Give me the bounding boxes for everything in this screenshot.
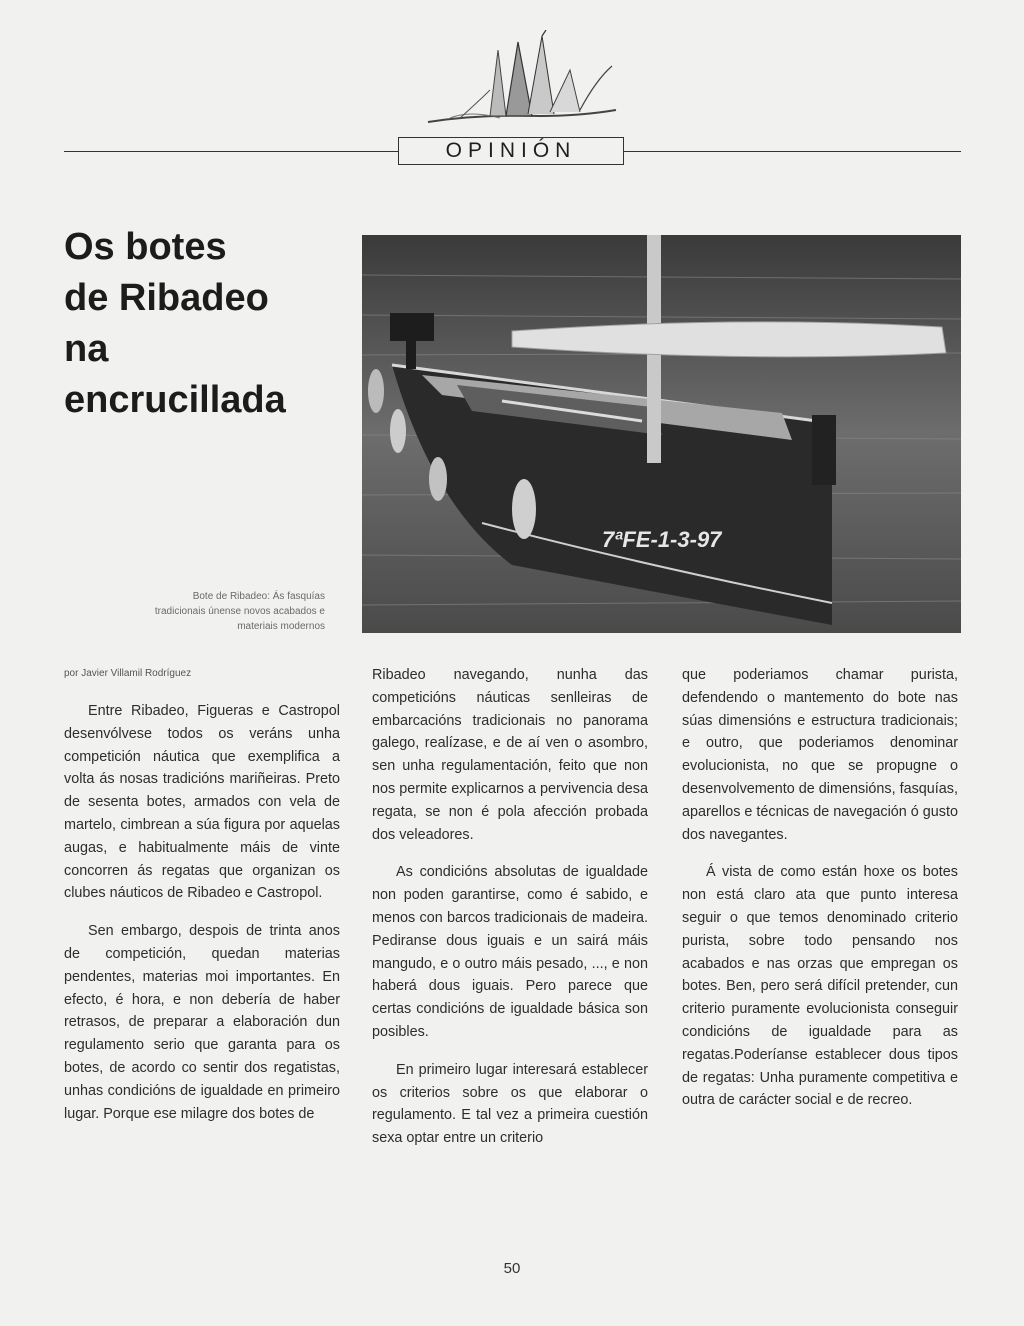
paragraph: En primeiro lugar interesará establecer os criterios sobre os que elaborar o regulamento. E tal vez a primeira cuestión sexa optar entre un criterio — [372, 1061, 648, 1147]
boat-photo — [362, 235, 961, 633]
paragraph: que poderiamos chamar purista, defendendo o mantemento do bote nas súas dimensións e estructura tradicionais; e outro, que poderiamos denominar evolucionista, no que se propugne o desenvolvemento de dimensións, fasquías, aparellos e técnicas de navegación ó gusto dos navegantes. — [682, 667, 959, 843]
title-line: Os botes — [64, 226, 227, 268]
title-line: na — [64, 328, 109, 370]
paragraph: Sen embargo, despois de trinta anos de competición, quedan materias pendentes, materias moi importantes. En efecto, é hora, e non debería de haber retrasos, de preparar a elaboración dun regulamento serio que garanta para os botes, de acordo co sentir dos regatistas, unhas condicións de igualdade en primeiro lugar. Porque ese milagre dos botes de — [64, 923, 340, 1122]
header-rule-right — [624, 151, 961, 152]
paragraph: Ribadeo navegando, nunha das competicións náuticas senlleiras de embarcacións tradicionais no panorama galego, realízase, e de aí ven o asombro, sen unha regulamentación, feito que non nos permite explicarnos a pervivencia desa regata, se non é pola afección probada dos veleadores. — [372, 667, 648, 843]
text-column-1 — [64, 700, 340, 1140]
title-line: encrucillada — [64, 379, 286, 421]
article-title — [64, 222, 354, 426]
sailboat-sketch-icon — [420, 30, 620, 126]
paragraph: As condicións absolutas de igualdade non poden garantirse, como é sabido, e menos con barcos tradicionais de madeira. Pediranse dous iguais e un sairá máis mangudo, e o outro máis pesado, ..., e non haberá dous iguais. Pero parece que certas condicións de igualdade básica son posibles. — [372, 864, 648, 1040]
boat-registration: 7ªFE-1-3-97 — [602, 527, 722, 552]
text-column-2 — [372, 664, 648, 1165]
title-line: de Ribadeo — [64, 277, 269, 319]
paragraph: Á vista de como están hoxe os botes non está claro ata que punto interesa seguir o que temos denominado criterio purista, sobre todo pensando nos acabados e nas orzas que empregan os botes. Ben, pero será difícil pretender, cun criterio puramente evolucionista conseguir condicións de igualdade para as regatas.Poderíanse establecer dous tipos de regatas: Unha puramente competitiva e outra de carácter social e de recreo. — [682, 864, 958, 1109]
byline: por Javier Villamil Rodríguez — [64, 668, 192, 679]
page-number: 50 — [503, 1260, 521, 1277]
photo-caption: Bote de Ribadeo: Ás fasquías tradicionais únense novos acabados e materiais modernos — [154, 591, 325, 632]
header-rule-left — [64, 151, 398, 152]
section-label: OPINIÓN — [398, 137, 624, 165]
text-column-3 — [682, 664, 958, 1127]
paragraph: Entre Ribadeo, Figueras e Castropol desenvólvese todos os veráns unha competición náutica que exemplifica a volta ás nosas tradicións mariñeiras. Preto de sesenta botes, armados con vela de martelo, cimbrean a súa figura por aquelas augas, e habitualmente máis de vinte concorren ás regatas que organizan os clubes náuticos de Ribadeo e Castropol. — [64, 703, 340, 902]
